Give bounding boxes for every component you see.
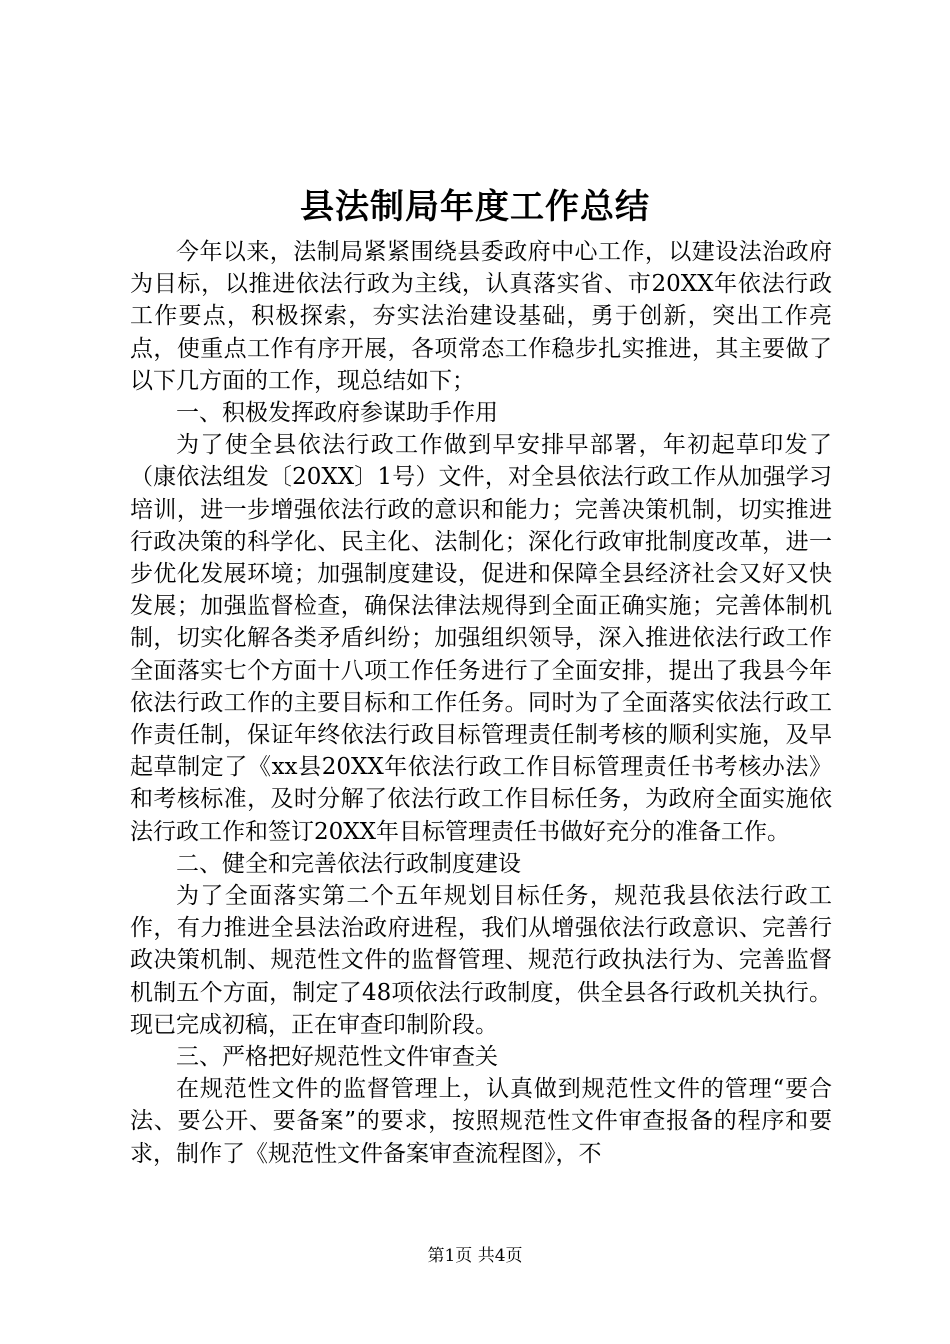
document-title: 县法制局年度工作总结 bbox=[300, 187, 650, 227]
section-heading-3: 三、严格把好规范性文件审查关 bbox=[176, 1044, 498, 1071]
section-1-paragraph: 为了使全县依法行政工作做到早安排早部署，年初起草印发了（康依法组发〔20XX〕1号）文件，对全县依法行政工作从加强学习培训，进一步增强依法行政的意识和能力；完善决策机制，切实推进行政决策的科学化、民主化、法制化；深化行政审批制度改革，进一步优化发展环境；加强制度建设，促进和保障全县经济社会又好又快发展；加强监督检查，确保法律法规得到全面正确实施；完善体制机制，切实化解各类矛盾纠纷；加强组织领导，深入推进依法行政工作全面落实七个方面十八项工作任务进行了全面安排，提出了我县今年依法行政工作的主要目标和工作任务。同时为了全面落实依法行政工作责任制，保证年终依法行政目标管理责任制考核的顺利实施，及早起草制定了《xx县20XX年依法行政工作目标管理责任书考核办法》和考核标准，及时分解了依法行政工作目标任务，为政府全面实施依法行政工作和签订20XX年目标管理责任书做好充分的准备工作。 bbox=[130, 432, 832, 845]
section-2-paragraph: 为了全面落实第二个五年规划目标任务，规范我县依法行政工作，有力推进全县法治政府进程，我们从增强依法行政意识、完善行政决策机制、规范性文件的监督管理、规范行政执法行为、完善监督机制五个方面，制定了48项依法行政制度，供全县各行政机关执行。现已完成初稿，正在审查印制阶段。 bbox=[130, 883, 832, 1038]
intro-paragraph: 今年以来，法制局紧紧围绕县委政府中心工作，以建设法治政府为目标，以推进依法行政为主线，认真落实省、市20XX年依法行政工作要点，积极探索，夯实法治建设基础，勇于创新，突出工作亮点，使重点工作有序开展，各项常态工作稳步扎实推进，其主要做了以下几方面的工作，现总结如下； bbox=[130, 239, 832, 394]
document-body bbox=[130, 236, 832, 1170]
section-heading-1: 一、积极发挥政府参谋助手作用 bbox=[176, 400, 498, 427]
section-heading-2: 二、健全和完善依法行政制度建设 bbox=[176, 850, 521, 877]
page-number-footer: 第1页 共4页 bbox=[427, 1246, 523, 1266]
section-3-paragraph: 在规范性文件的监督管理上，认真做到规范性文件的管理“要合法、要公开、要备案”的要求，按照规范性文件审查报备的程序和要求，制作了《规范性文件备案审查流程图》，不 bbox=[130, 1076, 832, 1167]
